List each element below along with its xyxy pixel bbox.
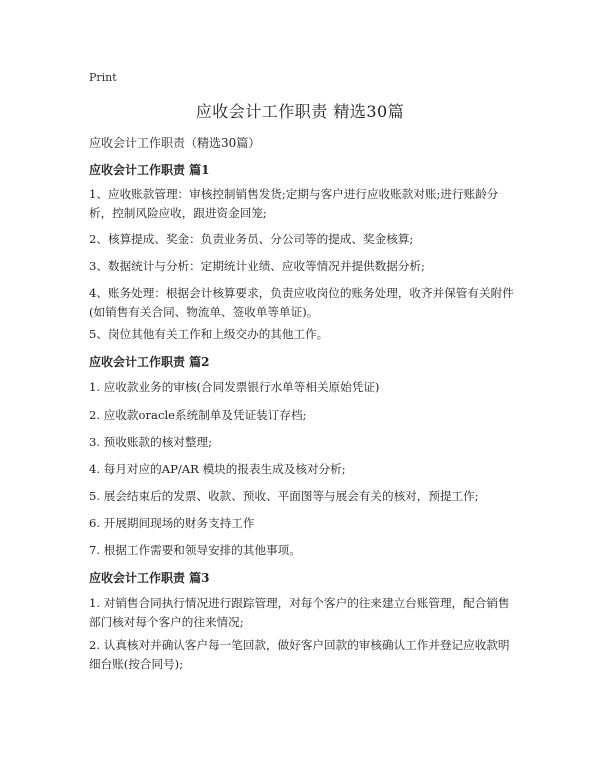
section-2-item-7: 7. 根据工作需要和领导安排的其他事项。 <box>89 543 301 557</box>
document-title: 应收会计工作职责 精选30篇 <box>195 102 405 121</box>
section-heading-1: 应收会计工作职责 篇1 <box>89 163 210 177</box>
section-heading-3: 应收会计工作职责 篇3 <box>89 571 210 585</box>
print-label: Print <box>89 71 117 84</box>
document-subtitle: 应收会计工作职责（精选30篇） <box>89 136 261 150</box>
section-1-item-5: 5、岗位其他有关工作和上级交办的其他工作。 <box>89 327 329 341</box>
section-2-item-6: 6. 开展期间现场的财务支持工作 <box>89 516 255 530</box>
section-2-item-2: 2. 应收款oracle系统制单及凭证装订存档; <box>89 408 307 422</box>
section-2-item-4: 4. 每月对应的AP/AR 模块的报表生成及核对分析; <box>89 462 346 476</box>
section-2-item-5: 5. 展会结束后的发票、收款、预收、平面图等与展会有关的核对，预提工作; <box>89 489 479 503</box>
section-2-item-1: 1. 应收款业务的审核(合同发票银行水单等相关原始凭证) <box>89 380 380 394</box>
section-1-item-2: 2、核算提成、奖金：负责业务员、分公司等的提成、奖金核算; <box>89 232 414 246</box>
section-1-item-1: 1、应收账款管理：审核控制销售发货;定期与客户进行应收账款对账;进行账龄分析，控制风险应收，跟进资金回笼; <box>89 187 499 220</box>
section-1-item-4: 4、账务处理：根据会计核算要求，负责应收岗位的账务处理，收齐并保管有关附件(如销售有关合同、物流单、签收单等单证)。 <box>89 286 514 319</box>
section-1-item-3: 3、数据统计与分析：定期统计业绩、应收等情况并提供数据分析; <box>89 259 425 273</box>
section-2-item-3: 3. 预收账款的核对整理; <box>89 435 212 449</box>
section-3-item-2: 2. 认真核对并确认客户每一笔回款，做好客户回款的审核确认工作并登记应收款明细台账(按合同号); <box>89 638 510 671</box>
section-3-item-1: 1. 对销售合同执行情况进行跟踪管理，对每个客户的往来建立台账管理，配合销售部门核对每个客户的往来情况; <box>89 596 510 629</box>
section-heading-2: 应收会计工作职责 篇2 <box>89 355 210 369</box>
